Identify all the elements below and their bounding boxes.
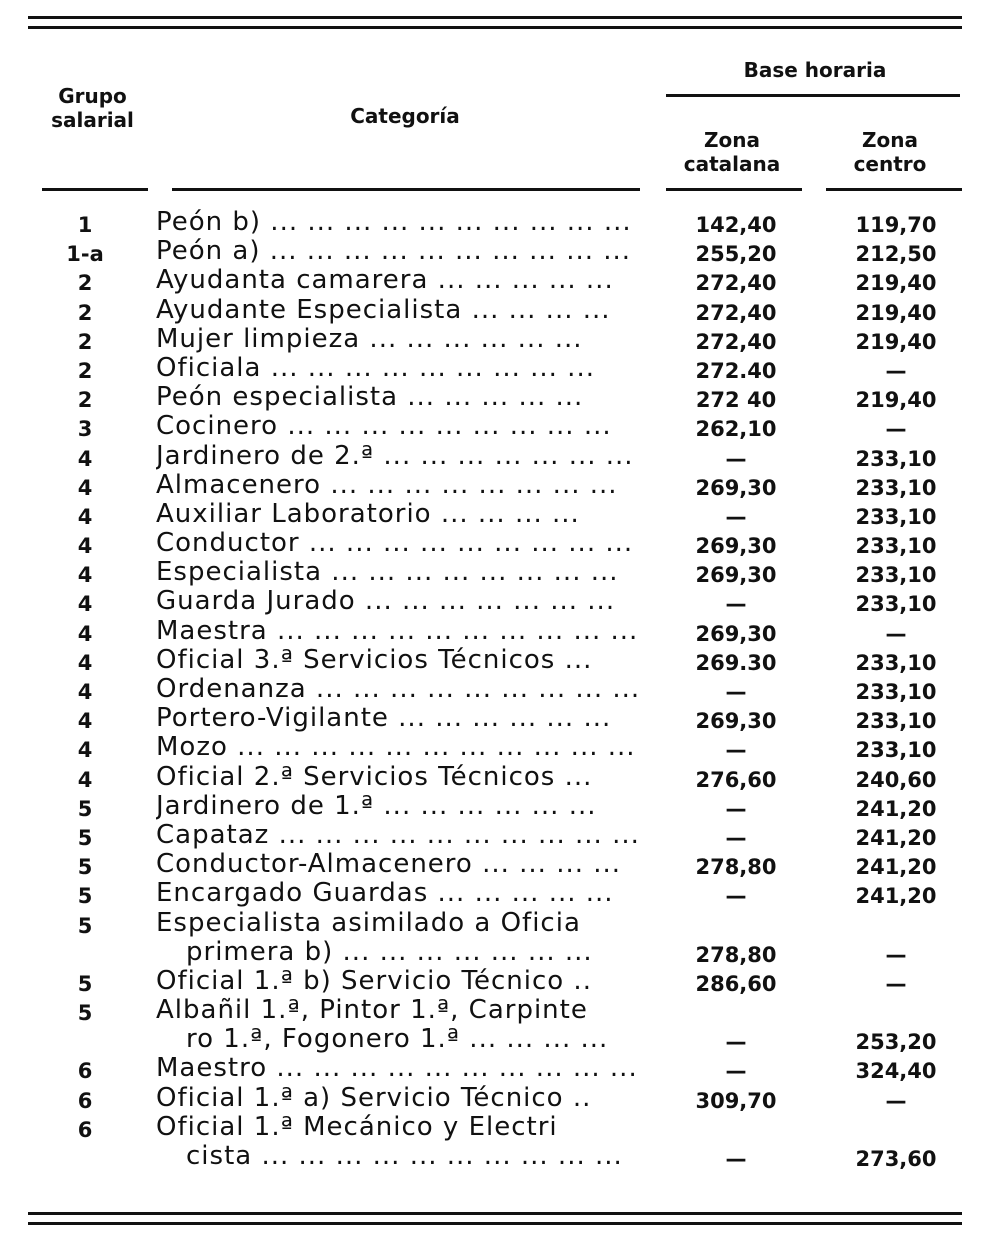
rule-grupo xyxy=(42,188,148,191)
zona-catalana-cell: — xyxy=(725,504,747,529)
table-row xyxy=(0,1053,1000,1085)
zona-catalana-cell: — xyxy=(725,680,747,704)
rule-base-horaria xyxy=(666,94,960,97)
table-row xyxy=(0,819,1000,852)
zona-centro-cell: 240,60 xyxy=(855,767,937,792)
table-row xyxy=(0,411,1000,443)
zona-catalana-cell: 272.40 xyxy=(695,358,777,383)
header-grupo: Grupo salarial xyxy=(51,84,134,132)
grupo-cell: 4 xyxy=(77,767,93,792)
table-row xyxy=(0,761,1000,794)
grupo-cell: 5 xyxy=(77,855,93,880)
zona-catalana-cell: 269,30 xyxy=(695,621,777,646)
table-row xyxy=(0,294,1000,327)
table-row xyxy=(0,615,1000,648)
top-rule-1 xyxy=(28,16,962,19)
zona-centro-cell: 273,60 xyxy=(855,1147,937,1171)
table-row xyxy=(0,644,1000,677)
categoria-cell: Encargado Guardas ... ... ... ... ... xyxy=(156,878,614,909)
rule-zona-centro xyxy=(826,188,962,191)
table-row xyxy=(0,352,1000,385)
table-row xyxy=(0,469,1000,502)
table-row xyxy=(0,936,1000,969)
zona-centro-cell: — xyxy=(885,1088,907,1113)
categoria-cell: Ordenanza ... ... ... ... ... ... ... ... ... xyxy=(156,674,641,704)
zona-catalana-cell: — xyxy=(725,1059,747,1084)
table-row xyxy=(0,1141,1000,1173)
grupo-cell: 1-a xyxy=(66,242,104,267)
zona-centro-cell: 233,10 xyxy=(855,534,937,559)
categoria-cell: Peón b) ... ... ... ... ... ... ... ... ... ... xyxy=(156,207,632,237)
grupo-cell: 2 xyxy=(77,388,93,413)
bottom-rule-1 xyxy=(28,1212,962,1215)
grupo-cell: 6 xyxy=(77,1117,93,1142)
categoria-cell: Albañil 1.ª, Pintor 1.ª, Carpinte xyxy=(156,995,588,1026)
grupo-cell: 4 xyxy=(77,446,93,471)
categoria-cell: Peón especialista ... ... ... ... ... xyxy=(156,382,584,413)
categoria-cell: Maestro ... ... ... ... ... ... ... ... ... ... xyxy=(156,1053,638,1084)
zona-centro-cell: 233,10 xyxy=(855,738,937,763)
table-row xyxy=(0,849,1000,881)
zona-centro-cell: 241,20 xyxy=(855,796,937,821)
zona-catalana-cell: — xyxy=(725,1030,747,1055)
categoria-cell: Cocinero ... ... ... ... ... ... ... ... ... xyxy=(156,411,612,442)
zona-centro-cell: 241,20 xyxy=(855,884,937,909)
bottom-rule-2 xyxy=(28,1222,962,1225)
categoria-cell: Guarda Jurado ... ... ... ... ... ... ... xyxy=(156,586,616,617)
zona-centro-cell: 233,10 xyxy=(855,475,937,500)
zona-catalana-cell: — xyxy=(725,738,747,763)
categoria-cell: Mujer limpieza ... ... ... ... ... ... xyxy=(156,323,583,354)
table-row xyxy=(0,965,1000,998)
zona-catalana-cell: 272,40 xyxy=(695,271,777,296)
zona-catalana-cell: — xyxy=(725,796,747,821)
zona-catalana-cell: 272,40 xyxy=(695,300,777,325)
categoria-cell: Jardinero de 2.ª ... ... ... ... ... ... ... xyxy=(156,440,634,471)
table-row xyxy=(0,265,1000,297)
grupo-cell: 3 xyxy=(77,417,93,442)
grupo-cell: 6 xyxy=(77,1059,93,1084)
categoria-cell: Oficial 1.ª b) Servicio Técnico .. xyxy=(156,965,592,996)
table-row xyxy=(0,790,1000,823)
table-row xyxy=(0,1024,1000,1056)
table-row xyxy=(0,440,1000,473)
rule-categoria xyxy=(172,188,640,191)
grupo-cell: 5 xyxy=(77,971,93,996)
zona-centro-cell: 233,10 xyxy=(855,592,937,617)
grupo-cell: 4 xyxy=(77,475,93,500)
table-row xyxy=(0,528,1000,560)
grupo-cell: 4 xyxy=(77,621,93,646)
table-row xyxy=(0,382,1000,414)
header-zona-catalana: Zona catalana xyxy=(683,128,781,176)
grupo-cell: 4 xyxy=(77,709,93,734)
zona-catalana-cell: 142,40 xyxy=(695,213,777,237)
zona-catalana-cell: 269,30 xyxy=(695,534,777,559)
categoria-cell: Jardinero de 1.ª ... ... ... ... ... ... xyxy=(156,790,597,821)
zona-centro-cell: 241,20 xyxy=(855,825,937,850)
rule-zona-catalana xyxy=(666,188,802,191)
categoria-cell: Almacenero ... ... ... ... ... ... ... ... xyxy=(156,469,618,500)
table-row xyxy=(0,1082,1000,1115)
zona-centro-cell: 233,10 xyxy=(855,504,937,529)
zona-catalana-cell: 269.30 xyxy=(695,650,777,675)
grupo-cell: 4 xyxy=(77,534,93,559)
zona-catalana-cell: — xyxy=(725,825,747,850)
zona-catalana-cell: 269,30 xyxy=(695,563,777,588)
zona-catalana-cell: 272,40 xyxy=(695,329,777,354)
table-row xyxy=(0,1111,1000,1144)
zona-centro-cell: 219,40 xyxy=(855,300,937,325)
table-row xyxy=(0,236,1000,268)
grupo-cell: 2 xyxy=(77,358,93,383)
categoria-cell: Auxiliar Laboratorio ... ... ... ... xyxy=(156,498,580,529)
zona-centro-cell: — xyxy=(885,358,907,383)
table-row xyxy=(0,207,1000,239)
categoria-cell: Especialista asimilado a Oficia xyxy=(156,907,581,938)
categoria-cell: Oficial 3.ª Servicios Técnicos ... xyxy=(156,644,593,675)
zona-catalana-cell: — xyxy=(725,592,747,617)
categoria-cell: cista ... ... ... ... ... ... ... ... ... ... xyxy=(186,1141,623,1171)
zona-catalana-cell: 269,30 xyxy=(695,475,777,500)
categoria-cell: Conductor-Almacenero ... ... ... ... xyxy=(156,849,622,880)
grupo-cell: 1 xyxy=(77,213,93,237)
table-body xyxy=(0,207,1000,1173)
grupo-cell: 5 xyxy=(77,884,93,909)
grupo-cell: 4 xyxy=(77,563,93,588)
zona-centro-cell: 219,40 xyxy=(855,388,937,413)
grupo-cell: 6 xyxy=(77,1088,93,1113)
zona-centro-cell: 233,10 xyxy=(855,709,937,734)
grupo-cell: 4 xyxy=(77,504,93,529)
grupo-cell: 5 xyxy=(77,913,93,938)
zona-centro-cell: 241,20 xyxy=(855,855,937,880)
categoria-cell: Ayudante Especialista ... ... ... ... xyxy=(156,294,611,325)
categoria-cell: Conductor ... ... ... ... ... ... ... ... ... xyxy=(156,528,634,559)
grupo-cell: 2 xyxy=(77,271,93,296)
table-row xyxy=(0,907,1000,940)
zona-centro-cell: — xyxy=(885,417,907,442)
categoria-cell: Ayudanta camarera ... ... ... ... ... xyxy=(156,265,614,296)
table-row xyxy=(0,878,1000,910)
table-row xyxy=(0,323,1000,356)
categoria-cell: Oficial 2.ª Servicios Técnicos ... xyxy=(156,761,593,792)
categoria-cell: Mozo ... ... ... ... ... ... ... ... ... ... ... xyxy=(156,732,636,763)
zona-catalana-cell: — xyxy=(725,884,747,909)
zona-centro-cell: 233,10 xyxy=(855,680,937,704)
table-row xyxy=(0,586,1000,618)
table-row xyxy=(0,557,1000,589)
zona-catalana-cell: — xyxy=(725,1147,747,1171)
zona-centro-cell: — xyxy=(885,971,907,996)
zona-catalana-cell: 262,10 xyxy=(695,417,777,442)
zona-centro-cell: 253,20 xyxy=(855,1030,937,1055)
grupo-cell: 4 xyxy=(77,592,93,617)
zona-catalana-cell: 286,60 xyxy=(695,971,777,996)
categoria-cell: Peón a) ... ... ... ... ... ... ... ... ... ... xyxy=(156,236,632,267)
zona-centro-cell: — xyxy=(885,621,907,646)
categoria-cell: Especialista ... ... ... ... ... ... ... ... xyxy=(156,557,619,588)
header-zona-centro: Zona centro xyxy=(853,128,927,176)
grupo-cell: 5 xyxy=(77,796,93,821)
categoria-cell: primera b) ... ... ... ... ... ... ... xyxy=(186,936,593,967)
zona-catalana-cell: 272 40 xyxy=(695,388,777,413)
grupo-cell: 5 xyxy=(77,1001,93,1026)
table-row xyxy=(0,732,1000,764)
header-base-horaria: Base horaria xyxy=(743,58,887,82)
zona-catalana-cell: 276,60 xyxy=(695,767,777,792)
categoria-cell: ro 1.ª, Fogonero 1.ª ... ... ... ... xyxy=(186,1024,609,1055)
table-row xyxy=(0,498,1000,531)
zona-centro-cell: 233,10 xyxy=(855,563,937,588)
zona-catalana-cell: 278,80 xyxy=(695,942,777,967)
zona-catalana-cell: 278,80 xyxy=(695,855,777,880)
zona-centro-cell: 119,70 xyxy=(855,213,937,237)
zona-centro-cell: 233,10 xyxy=(855,446,937,471)
table-row xyxy=(0,995,1000,1027)
categoria-cell: Oficiala ... ... ... ... ... ... ... ... ... xyxy=(156,352,595,383)
header-categoria: Categoría xyxy=(350,104,460,128)
zona-centro-cell: 324,40 xyxy=(855,1059,937,1084)
grupo-cell: 2 xyxy=(77,300,93,325)
zona-catalana-cell: 255,20 xyxy=(695,242,777,267)
grupo-cell: 5 xyxy=(77,825,93,850)
categoria-cell: Capataz ... ... ... ... ... ... ... ... ... ... xyxy=(156,819,640,850)
grupo-cell: 2 xyxy=(77,329,93,354)
categoria-cell: Oficial 1.ª a) Servicio Técnico .. xyxy=(156,1082,592,1113)
zona-centro-cell: 233,10 xyxy=(855,650,937,675)
zona-centro-cell: 219,40 xyxy=(855,271,937,296)
zona-catalana-cell: 309,70 xyxy=(695,1088,777,1113)
table-row xyxy=(0,703,1000,735)
categoria-cell: Oficial 1.ª Mecánico y Electri xyxy=(156,1111,558,1142)
zona-centro-cell: 219,40 xyxy=(855,329,937,354)
table-row xyxy=(0,674,1000,706)
zona-centro-cell: 212,50 xyxy=(855,242,937,267)
zona-centro-cell: — xyxy=(885,942,907,967)
categoria-cell: Portero-Vigilante ... ... ... ... ... ... xyxy=(156,703,612,734)
zona-catalana-cell: — xyxy=(725,446,747,471)
zona-catalana-cell: 269,30 xyxy=(695,709,777,734)
grupo-cell: 4 xyxy=(77,680,93,704)
grupo-cell: 4 xyxy=(77,650,93,675)
grupo-cell: 4 xyxy=(77,738,93,763)
top-rule-2 xyxy=(28,26,962,29)
categoria-cell: Maestra ... ... ... ... ... ... ... ... ... ... xyxy=(156,615,639,646)
